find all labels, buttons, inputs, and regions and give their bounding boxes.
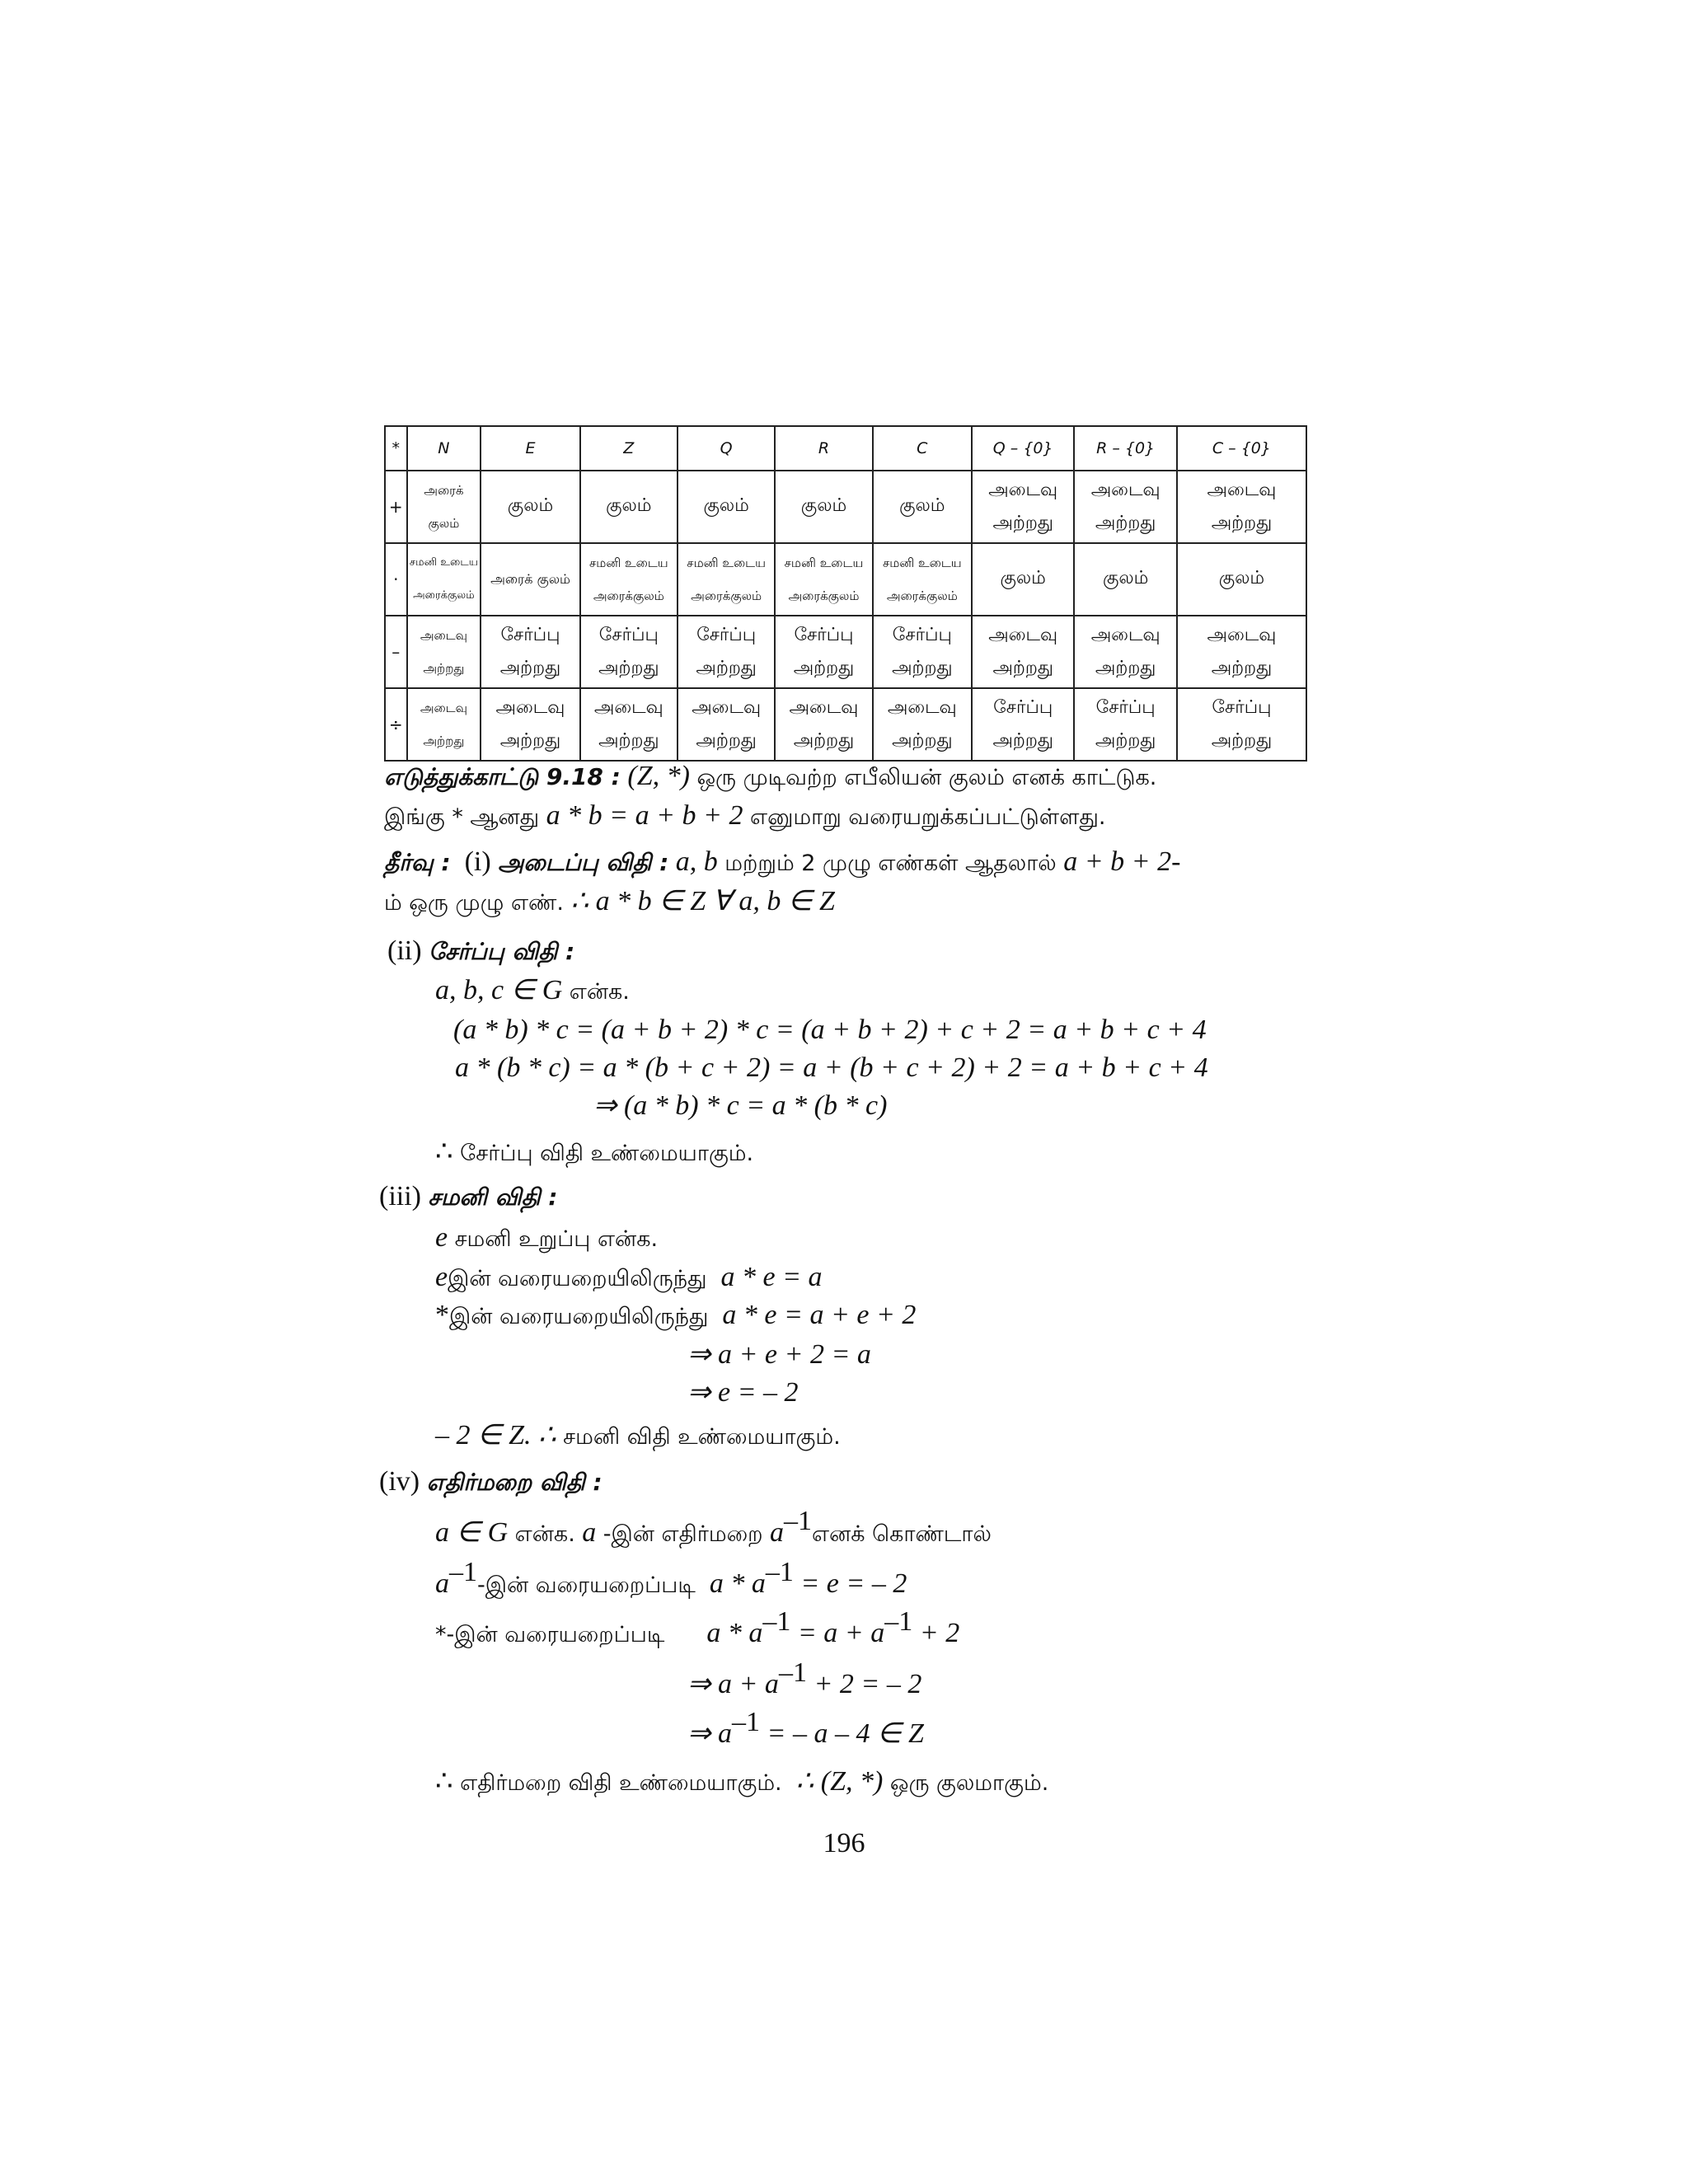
- table-row-dot: [385, 543, 1306, 616]
- header-cell: Q – {0}: [972, 426, 1074, 471]
- table-row-minus: [385, 616, 1306, 688]
- example-text: ஒரு முடிவற்ற எபீலியன் குலம் எனக் காட்டுக.: [696, 765, 1157, 790]
- table-header-row: [385, 426, 1306, 471]
- example-set: (Z, *): [627, 761, 690, 791]
- table-cell: அடைவு அற்றது: [1177, 616, 1306, 688]
- table-cell: குலம்: [678, 471, 775, 543]
- table-cell: சமனி உடைய அரைக்குலம்: [775, 543, 872, 616]
- table-cell: குலம்: [1074, 543, 1176, 616]
- closure-heading: அடைப்பு விதி :: [498, 849, 669, 876]
- identity-line-5: ⇒ e = – 2: [687, 1377, 799, 1408]
- example-line-1: [384, 758, 1156, 796]
- header-cell: C: [873, 426, 972, 471]
- table-cell: அடைவு அற்றது: [407, 688, 481, 761]
- solution-line-2: ம் ஒரு முழு எண். ∴ a * b ∈ Z ∀ a, b ∈ Z: [384, 886, 835, 916]
- table-cell: சேர்ப்பு அற்றது: [972, 688, 1074, 761]
- table-cell: சமனி உடைய அரைக்குலம்: [678, 543, 775, 616]
- assoc-equation-1: (a * b) * c = (a + b + 2) * c = (a + b + 2) + c + 2 = a + b + c + 4: [453, 1015, 1207, 1045]
- assoc-let-line: a, b, c ∈ G என்க.: [435, 975, 630, 1005]
- inverse-line-5: ⇒ $a^{-1}$ = – a – 4 ∈ Z: [687, 1707, 924, 1749]
- row-operator: +: [385, 471, 407, 543]
- identity-line-1: e சமனி உறுப்பு என்க.: [435, 1222, 659, 1253]
- row-operator: ·: [385, 543, 407, 616]
- table-row-divide: [385, 688, 1306, 761]
- table-cell: அடைவு அற்றது: [972, 471, 1074, 543]
- table-cell: சேர்ப்பு அற்றது: [1177, 688, 1306, 761]
- assoc-equation-3: ⇒ (a * b) * c = a * (b * c): [593, 1090, 888, 1121]
- header-cell: N: [407, 426, 481, 471]
- table-row-plus: [385, 471, 1306, 543]
- associativity-heading: (ii) சேர்ப்பு விதி :: [387, 935, 575, 966]
- inverse-line-1: a ∈ G என்க. a -இன் எதிர்மறை $a^{-1}எனக்$ கொண்டால்: [435, 1506, 992, 1548]
- inverse-line-3: *-இன் வரையறைப்படி $a * a^{-1} = a + a^{-1} + 2$: [435, 1606, 960, 1648]
- table-cell: குலம்: [972, 543, 1074, 616]
- table-cell: அடைவு அற்றது: [775, 688, 872, 761]
- header-cell: R: [775, 426, 872, 471]
- example-label: எடுத்துக்காட்டு 9.18 :: [384, 763, 621, 790]
- table-cell: அடைவு அற்றது: [1074, 616, 1176, 688]
- operations-table: [384, 425, 1307, 762]
- table-cell: அரைக் குலம்: [481, 543, 579, 616]
- operation-definition: a * b = a + b + 2: [546, 800, 743, 831]
- row-operator: –: [385, 616, 407, 688]
- solution-line-1: தீர்வு : (i) அடைப்பு விதி : a, b மற்றும் 2 முழு எண்கள் ஆதலால் a + b + 2-: [384, 846, 1181, 877]
- header-cell: Q: [678, 426, 775, 471]
- inverse-line-2: $a^{-1}-இன்$ வரையறைப்படி $a * a^{-1} = e$ = – 2: [435, 1557, 907, 1599]
- table-cell: சமனி உடைய அரைக்குலம்: [580, 543, 678, 616]
- row-operator: ÷: [385, 688, 407, 761]
- inverse-heading: (iv) எதிர்மறை விதி :: [379, 1466, 603, 1497]
- header-cell: E: [481, 426, 579, 471]
- header-cell: C – {0}: [1177, 426, 1306, 471]
- table-cell: சேர்ப்பு அற்றது: [775, 616, 872, 688]
- table-cell: குலம்: [1177, 543, 1306, 616]
- example-line-2: இங்கு * ஆனது a * b = a + b + 2 எனுமாறு வரையறுக்கப்பட்டுள்ளது.: [384, 800, 1106, 831]
- table-cell: குலம்: [580, 471, 678, 543]
- header-cell: Z: [580, 426, 678, 471]
- identity-line-2: eஇன் வரையறையிலிருந்து a * e = a: [435, 1262, 823, 1292]
- table-cell: அடைவு அற்றது: [481, 688, 579, 761]
- table-cell: சமனி உடைய அரைக்குலம்: [873, 543, 972, 616]
- table-cell: சமனி உடைய அரைக்குலம்: [407, 543, 481, 616]
- table-cell: அரைக் குலம்: [407, 471, 481, 543]
- table-cell: குலம்: [775, 471, 872, 543]
- table-cell: சேர்ப்பு அற்றது: [580, 616, 678, 688]
- table-cell: சேர்ப்பு அற்றது: [678, 616, 775, 688]
- identity-conclusion: – 2 ∈ Z. ∴ சமனி விதி உண்மையாகும்.: [435, 1420, 841, 1451]
- table-cell: சேர்ப்பு அற்றது: [481, 616, 579, 688]
- table-cell: குலம்: [481, 471, 579, 543]
- identity-line-4: ⇒ a + e + 2 = a: [687, 1339, 871, 1370]
- assoc-conclusion: ∴ சேர்ப்பு விதி உண்மையாகும்.: [435, 1137, 754, 1167]
- identity-heading: (iii) சமனி விதி :: [379, 1181, 558, 1212]
- table-cell: அடைவு அற்றது: [972, 616, 1074, 688]
- table-cell: சேர்ப்பு அற்றது: [873, 616, 972, 688]
- assoc-equation-2: a * (b * c) = a * (b + c + 2) = a + (b + c + 2) + 2 = a + b + c + 4: [455, 1052, 1208, 1083]
- inverse-conclusion: ∴ எதிர்மறை விதி உண்மையாகும். ∴ (Z, *) ஒரு குலமாகும்.: [435, 1766, 1049, 1797]
- table-cell: அடைவு அற்றது: [580, 688, 678, 761]
- header-cell: *: [385, 426, 407, 471]
- table-cell: அடைவு அற்றது: [1074, 471, 1176, 543]
- table-cell: அடைவு அற்றது: [407, 616, 481, 688]
- header-cell: R – {0}: [1074, 426, 1176, 471]
- page-number: 196: [823, 1828, 865, 1858]
- table-cell: அடைவு அற்றது: [873, 688, 972, 761]
- table-cell: அடைவு அற்றது: [678, 688, 775, 761]
- table-cell: குலம்: [873, 471, 972, 543]
- inverse-line-4: ⇒ $a + a^{-1} + 2$ = – 2: [687, 1657, 922, 1699]
- table-cell: அடைவு அற்றது: [1177, 471, 1306, 543]
- solution-label: தீர்வு :: [384, 849, 451, 876]
- identity-line-3: *இன் வரையறையிலிருந்து a * e = a + e + 2: [435, 1300, 917, 1330]
- table-cell: சேர்ப்பு அற்றது: [1074, 688, 1176, 761]
